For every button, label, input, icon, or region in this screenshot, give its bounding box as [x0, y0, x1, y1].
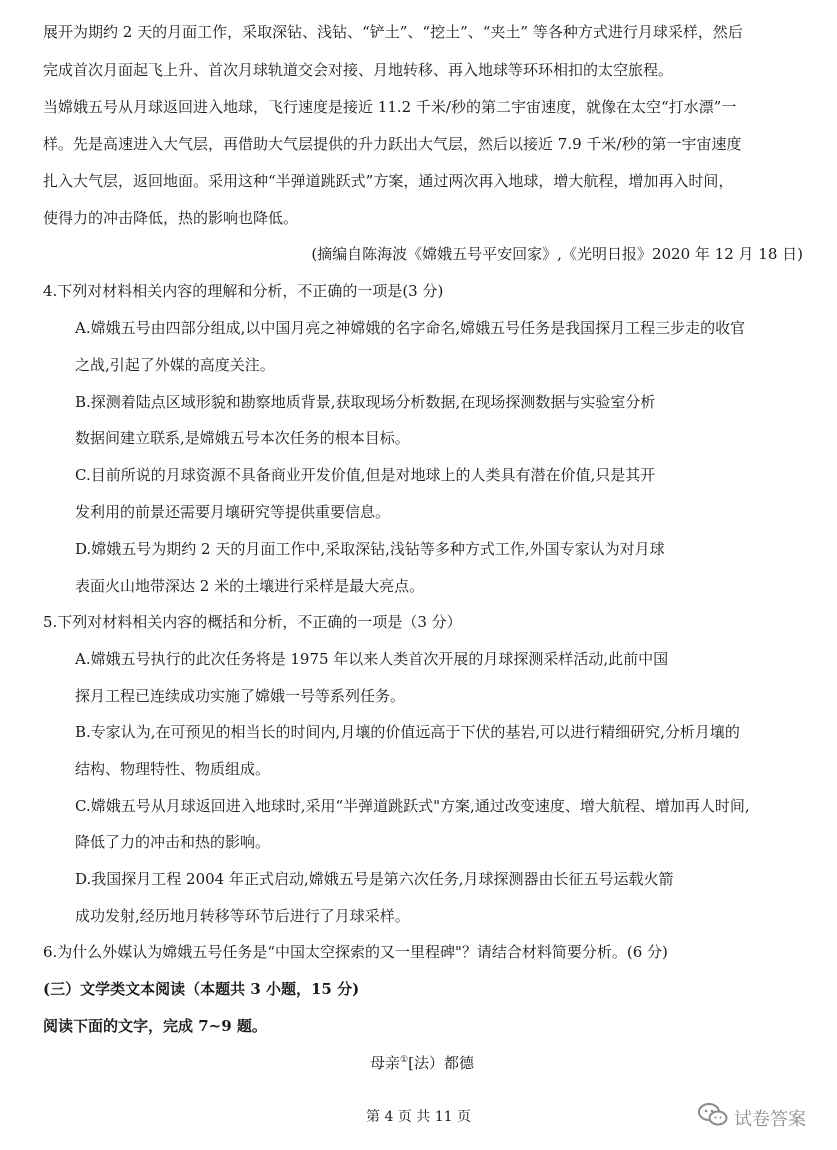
q4-option-b: B.探测着陆点区域形貌和勘察地质背景,获取现场分析数据,在现场探测数据与实验室分析 — [75, 393, 656, 411]
q4-option-b-cont: 数据间建立联系,是嫦娥五号本次任务的根本目标。 — [75, 429, 410, 447]
passage-line: 完成首次月面起飞上升、首次月球轨道交会对接、月地转移、再入地球等环环相扣的太空旅程。 — [43, 61, 674, 79]
passage-line: 扎入大气层，返回地面。采用这种“半弹道跳跃式”方案，通过两次再入地球，增大航程，增加再入时间， — [43, 172, 734, 190]
passage-line: 当嫦娥五号从月球返回进入地球，飞行速度是接近 11.2 千米/秒的第二宇宙速度，就像在太空“打水漂”一 — [43, 98, 737, 116]
watermark — [698, 1102, 806, 1133]
wechat-icon — [698, 1102, 728, 1133]
question-5-stem: 5.下列对材料相关内容的概括和分析，不正确的一项是（3 分） — [43, 613, 462, 631]
q4-option-d-cont: 表面火山地带深达 2 米的土壤进行采样是最大亮点。 — [75, 577, 425, 595]
question-6-stem: 6.为什么外媒认为嫦娥五号任务是“中国太空探索的又一里程碑"？请结合材料简要分析。(6 分) — [43, 943, 668, 961]
q4-option-a: A.嫦娥五号由四部分组成,以中国月亮之神嫦娥的名字命名,嫦娥五号任务是我国探月工程三步走的收官 — [75, 319, 746, 337]
q5-option-d: D.我国探月工程 2004 年正式启动,嫦娥五号是第六次任务,月球探测器由长征五号运载火箭 — [75, 870, 674, 888]
q5-option-c-cont: 降低了力的冲击和热的影响。 — [75, 833, 271, 851]
story-title: 母亲 — [370, 1054, 401, 1072]
question-4-stem: 4.下列对材料相关内容的理解和分析，不正确的一项是(3 分) — [43, 282, 444, 300]
passage-line: 展开为期约 2 天的月面工作，采取深钻、浅钻、“铲土”、“挖土”、“夹土” 等各种方式进行月球采样，然后 — [43, 23, 743, 41]
q4-option-d: D.嫦娥五号为期约 2 天的月面工作中,采取深钻,浅钻等多种方式工作,外国专家认为对月球 — [75, 540, 665, 558]
source-citation: (摘编自陈海波《嫦娥五号平安回家》,《光明日报》2020 年 12 月 18 日) — [311, 245, 803, 263]
passage-line: 使得力的冲击降低，热的影响也降低。 — [43, 209, 299, 227]
page-footer: 第 4 页 共 11 页 — [366, 1109, 471, 1125]
reading-instruction: 阅读下面的文字，完成 7~9 题。 — [43, 1017, 267, 1035]
q5-option-d-cont: 成功发射,经历地月转移等环节后进行了月球采样。 — [75, 907, 410, 925]
story-title-line — [370, 1050, 474, 1073]
q5-option-b-cont: 结构、物理特性、物质组成。 — [75, 760, 271, 778]
q4-option-c-cont: 发利用的前景还需要月壤研究等提供重要信息。 — [75, 503, 391, 521]
q5-option-c: C.嫦娥五号从月球返回进入地球时,采用“半弹道跳跃式"方案,通过改变速度、增大航程、增加再人时间, — [75, 797, 750, 815]
q5-option-a: A.嫦娥五号执行的此次任务将是 1975 年以来人类首次开展的月球探测采样活动,此前中国 — [75, 650, 669, 668]
watermark-text: 试卷答案 — [734, 1108, 806, 1130]
q4-option-a-cont: 之战,引起了外媒的高度关注。 — [75, 356, 275, 374]
story-author: [法）都德 — [408, 1054, 474, 1072]
q4-option-c: C.目前所说的月球资源不具备商业开发价值,但是对地球上的人类具有潜在价值,只是其开 — [75, 466, 656, 484]
q5-option-b: B.专家认为,在可预见的相当长的时间内,月壤的价值远高于下伏的基岩,可以进行精细研究,分析月壤的 — [75, 723, 740, 741]
footnote-marker: ① — [400, 1055, 409, 1065]
passage-line: 样。先是高速进入大气层，再借助大气层提供的升力跃出大气层，然后以接近 7.9 千米/秒的第一宇宙速度 — [43, 135, 742, 153]
q5-option-a-cont: 探月工程已连续成功实施了嫦娥一号等系列任务。 — [75, 687, 406, 705]
section-heading: (三）文学类文本阅读（本题共 3 小题，15 分) — [43, 980, 360, 998]
